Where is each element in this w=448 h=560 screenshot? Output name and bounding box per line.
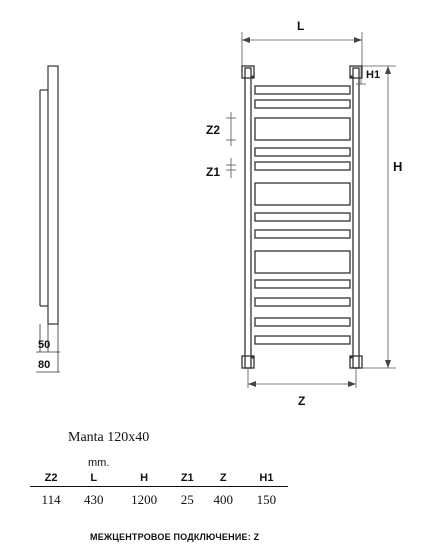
side-dim-80: 80 <box>38 359 51 371</box>
header-l: L <box>72 470 115 487</box>
right-rail <box>353 68 359 368</box>
connection-note: МЕЖЦЕНТРОВОЕ ПОДКЛЮЧЕНИЕ: Z <box>90 532 260 542</box>
dim-label-Z1: Z1 <box>206 165 221 179</box>
units-label: mm. <box>88 457 110 469</box>
bar <box>255 280 350 288</box>
bar <box>255 230 350 238</box>
bar <box>255 298 350 306</box>
left-rail <box>245 68 251 368</box>
specs-values-row <box>30 487 288 509</box>
dim-label-Z: Z <box>298 394 306 408</box>
bar <box>255 336 350 344</box>
bar-wide <box>255 251 350 273</box>
specs-table <box>30 470 288 508</box>
value-z: 400 <box>213 492 233 507</box>
header-h: H <box>115 470 173 487</box>
specs-header-row <box>30 470 288 487</box>
header-z2: Z2 <box>30 470 72 487</box>
header-z1: Z1 <box>173 470 202 487</box>
dim-label-Z2: Z2 <box>206 123 221 137</box>
bar <box>255 86 350 94</box>
bar-wide <box>255 183 350 205</box>
bar-wide <box>255 118 350 140</box>
value-h: 1200 <box>131 492 158 507</box>
bar <box>255 213 350 221</box>
dim-label-H1: H1 <box>366 69 381 81</box>
front-view <box>242 66 362 368</box>
header-h1: H1 <box>245 470 288 487</box>
bar <box>255 148 350 156</box>
bar <box>255 100 350 108</box>
side-dim-50: 50 <box>38 339 51 351</box>
value-z2: 114 <box>41 492 61 507</box>
dim-label-L: L <box>297 19 305 33</box>
model-title: Manta 120x40 <box>68 430 150 445</box>
value-h1: 150 <box>256 492 277 507</box>
bar <box>255 162 350 170</box>
bar <box>255 318 350 326</box>
value-z1: 25 <box>180 492 194 507</box>
value-l: 430 <box>83 492 104 507</box>
header-z: Z <box>202 470 245 487</box>
dim-label-H: H <box>393 159 403 174</box>
side-view <box>36 66 60 372</box>
side-view-body <box>48 66 58 324</box>
